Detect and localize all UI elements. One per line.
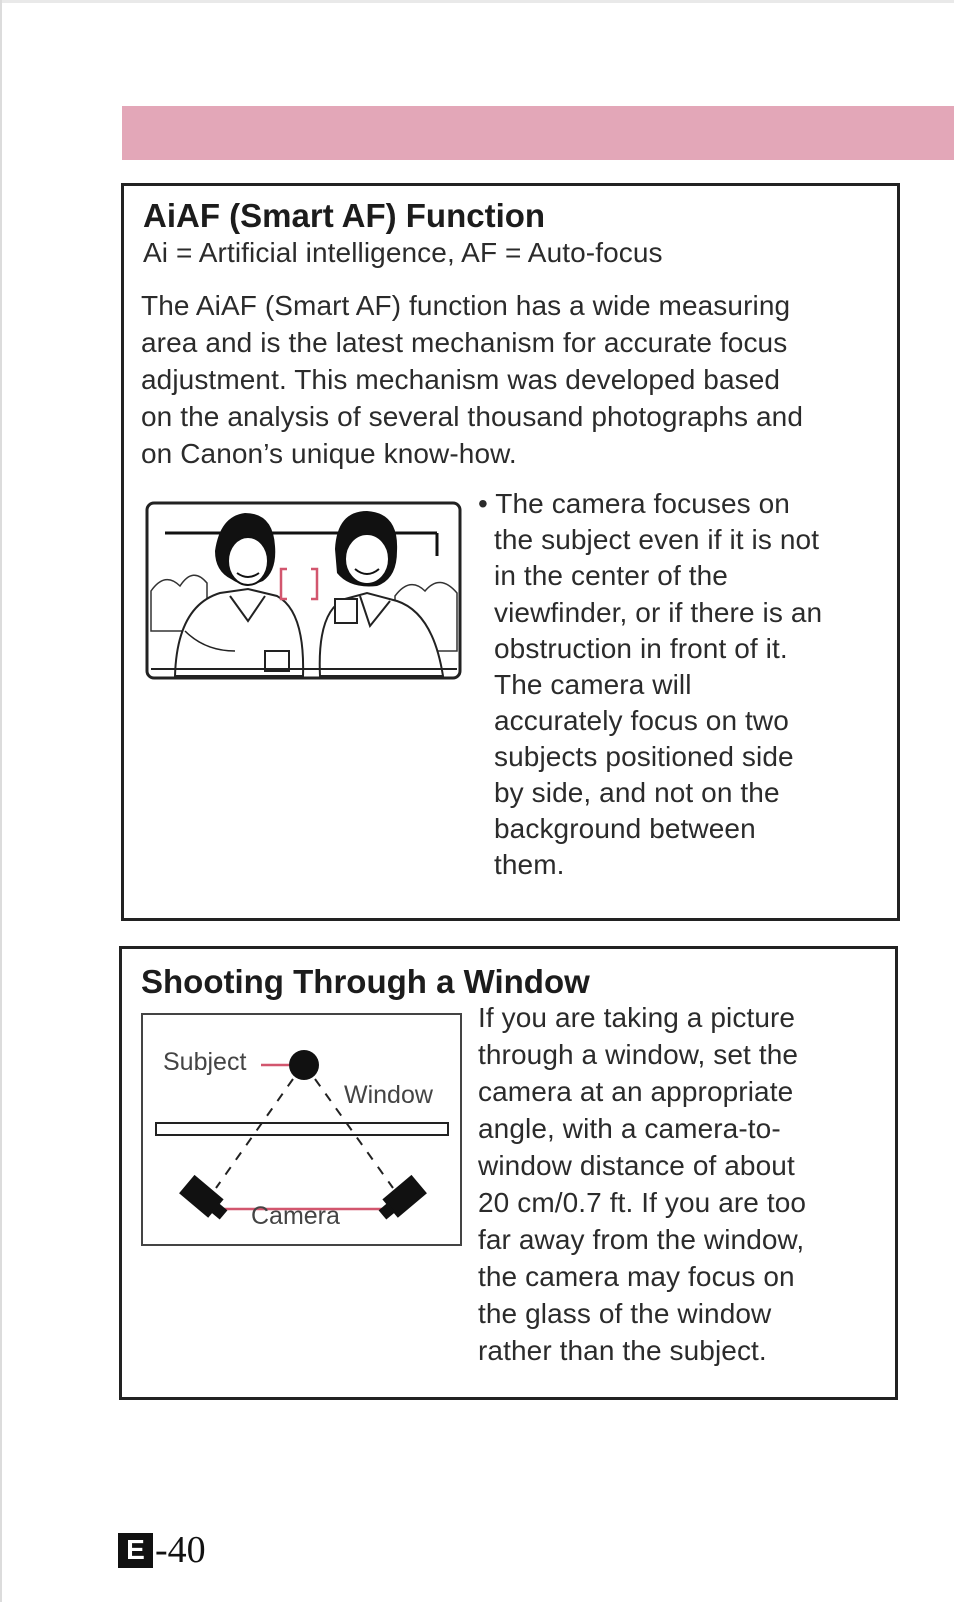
- section-header-bar: [122, 106, 954, 160]
- window-text-line: 20 cm/0.7 ft. If you are too: [478, 1187, 807, 1218]
- page-top-edge: [0, 0, 954, 3]
- subject-label: Subject: [163, 1048, 247, 1076]
- page-number: [118, 1528, 206, 1572]
- viewfinder-two-subjects-illustration: [145, 501, 467, 682]
- aiaf-subtitle: Ai = Artificial intelligence, AF = Auto-focus: [143, 237, 663, 268]
- window-text-line: rather than the subject.: [478, 1335, 767, 1366]
- window-text-line: camera at an appropriate: [478, 1076, 794, 1107]
- window-label: Window: [344, 1081, 433, 1109]
- camera-label: Camera: [251, 1202, 340, 1230]
- aiaf-bullet-line: accurately focus on two: [494, 705, 789, 736]
- window-text-line: window distance of about: [478, 1150, 795, 1181]
- aiaf-intro-line: area and is the latest mechanism for accurate focus: [141, 327, 788, 358]
- window-text-line: the camera may focus on: [478, 1261, 795, 1292]
- page-left-edge: [0, 0, 2, 1602]
- window-shooting-title: Shooting Through a Window: [141, 963, 590, 1000]
- aiaf-intro-line: The AiAF (Smart AF) function has a wide measuring: [141, 290, 791, 321]
- aiaf-bullet-line: in the center of the: [494, 560, 728, 591]
- window-text-line: angle, with a camera-to-: [478, 1113, 781, 1144]
- window-text-line: through a window, set the: [478, 1039, 799, 1070]
- window-text-line: the glass of the window: [478, 1298, 772, 1329]
- page-number-text: -40: [155, 1529, 206, 1571]
- aiaf-bullet-line: subjects positioned side: [494, 741, 794, 772]
- window-text-line: If you are taking a picture: [478, 1002, 796, 1033]
- aiaf-intro-line: on Canon’s unique know-how.: [141, 438, 517, 469]
- aiaf-bullet-line: viewfinder, or if there is an: [494, 597, 823, 628]
- section-letter-badge: E: [118, 1533, 153, 1568]
- aiaf-bullet-line: background between: [494, 813, 756, 844]
- aiaf-bullet-line: them.: [494, 849, 565, 880]
- aiaf-intro-line: on the analysis of several thousand photographs and: [141, 401, 804, 432]
- window-text-line: far away from the window,: [478, 1224, 805, 1255]
- aiaf-bullet-line: obstruction in front of it.: [494, 633, 788, 664]
- aiaf-bullet-line: • The camera focuses on: [478, 488, 790, 519]
- aiaf-bullet-line: by side, and not on the: [494, 777, 780, 808]
- aiaf-bullet-line: the subject even if it is not: [494, 524, 820, 555]
- aiaf-title: AiAF (Smart AF) Function: [143, 197, 546, 234]
- aiaf-bullet-line: The camera will: [494, 669, 692, 700]
- aiaf-intro-line: adjustment. This mechanism was developed based: [141, 364, 781, 395]
